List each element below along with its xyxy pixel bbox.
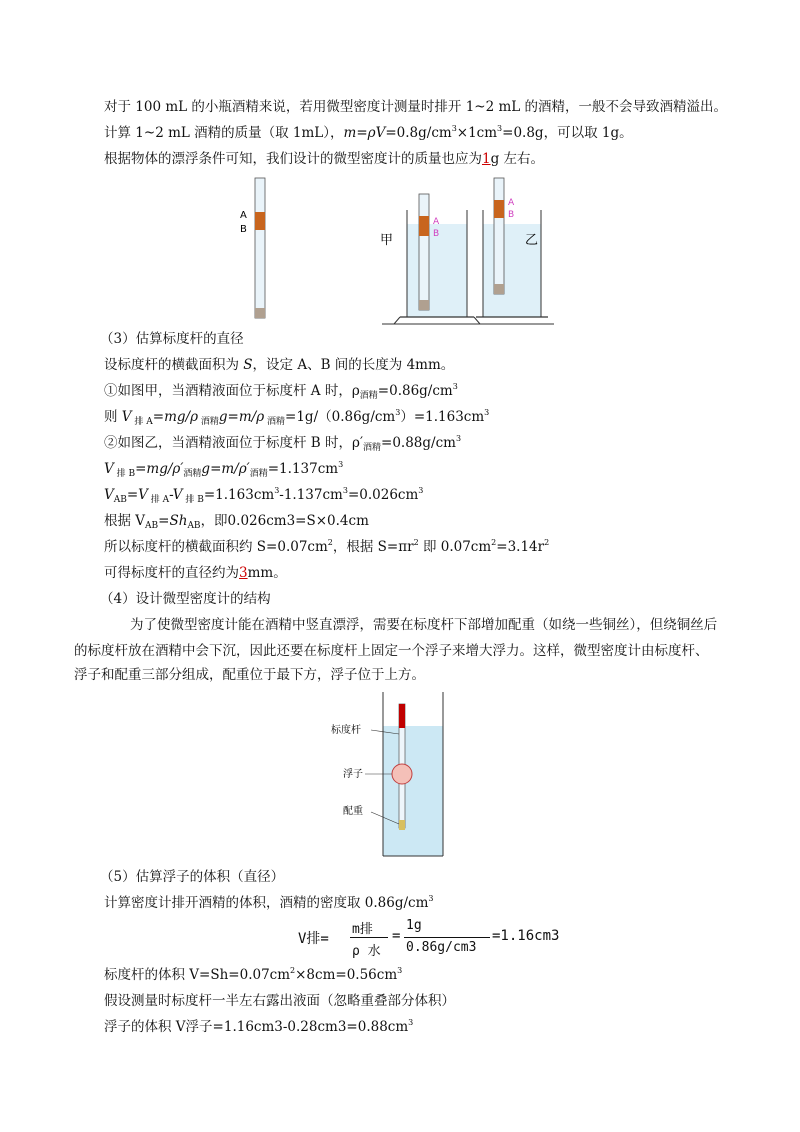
text-line: 则 V $_{排 A}$=mg/ρ $_{酒精}$g=m/ρ $_{酒精}=1g/(0.86g/cm^3)=1.163cm^3$ [104, 408, 490, 427]
text-line: 可得标度杆的直径约为3mm。 [104, 565, 287, 581]
text-line: 根据 $V_{AB}=Sh_{AB}$，即0.026cm3=S×0.4cm [104, 513, 369, 531]
label-jia: 甲 [380, 233, 394, 248]
paragraph-line: 浮子和配重三部分组成，配重位于最下方，浮子位于上方。 [74, 667, 425, 683]
paragraph-line: 的标度杆放在酒精中会下沉，因此还要在标度杆上固定一个浮子来增大浮力。这样，微型密度计由标度杆、 [74, 643, 709, 659]
paragraph-line: 为了使微型密度计能在酒精中竖直漂浮，需要在标度杆下部增加配重（如绕一些铜丝），但绕铜丝后 [130, 617, 718, 633]
text-line: ①如图甲，当酒精液面位于标度杆 A 时，$\rho_{酒精}=0.86g/cm^3$ [104, 382, 458, 401]
label-a: A [240, 210, 247, 221]
label-b: B [240, 224, 247, 235]
standalone-tube [255, 178, 265, 318]
beaker-jia [382, 194, 490, 324]
svg-text:A: A [508, 198, 515, 208]
text-line: 计算密度计排开酒精的体积，酒精的密度取 $0.86g/cm^3$ [104, 894, 434, 911]
text-line: $V_{AB}=V$ $_{排 A}$-V $_{排 B}=1.163cm^3-1.137cm^3=0.026cm^3$ [104, 486, 424, 505]
text-line: 标度杆的体积 $V=Sh=0.07cm^2\times 8cm=0.56cm^3$ [104, 966, 403, 983]
text-line: 根据物体的漂浮条件可知，我们设计的微型密度计的质量也应为1g 左右。 [104, 151, 545, 167]
label-weight: 配重 [343, 806, 363, 817]
label-rod: 标度杆 [331, 725, 361, 736]
text-line: V $_{排 B}=mg/\rho'_{酒精}g=m/\rho'_{酒精}=1.137cm^3$ [104, 460, 344, 479]
text-line: 计算 1~2 mL 酒精的质量（取 1mL），$m=\rho V=0.8g/cm^3\times 1cm^3=0.8g$，可以取 1g。 [104, 124, 633, 141]
svg-text:B: B [433, 229, 440, 239]
label-yi: 乙 [525, 233, 539, 248]
text-line: 设标度杆的横截面积为 S，设定 A、B 间的长度为 4mm。 [104, 357, 455, 373]
svg-text:A: A [433, 217, 440, 227]
scale-band [255, 212, 265, 230]
text-line: 对于 100 mL 的小瓶酒精来说，若用微型密度计测量时排开 1~2 mL 的酒精，一般不会导致酒精溢出。 [104, 99, 728, 115]
figure-tubes [200, 172, 560, 328]
text-line: 假设测量时标度杆一半左右露出液面（忽略重叠部分体积） [104, 993, 455, 1009]
text-line: 浮子的体积 V浮子$=1.16cm3-0.28cm3=0.88cm^3$ [104, 1018, 414, 1035]
label-float: 浮子 [343, 769, 363, 780]
text-line: 所以标度杆的横截面积约 $S=0.07cm^2$，根据 $S=\pi r^2$ 即 $0.07cm^2=3.14r^2$ [104, 538, 550, 555]
section-heading: （3）估算标度杆的直径 [100, 331, 244, 347]
section-heading: （5）估算浮子的体积（直径） [100, 869, 285, 885]
text-line: ②如图乙，当酒精液面位于标度杆 B 时，$\rho'_{酒精}=0.88g/cm^3$ [104, 434, 462, 453]
figure-hydrometer [325, 690, 445, 860]
svg-text:B: B [508, 210, 515, 220]
section-heading: （4）设计微型密度计的结构 [100, 591, 271, 607]
